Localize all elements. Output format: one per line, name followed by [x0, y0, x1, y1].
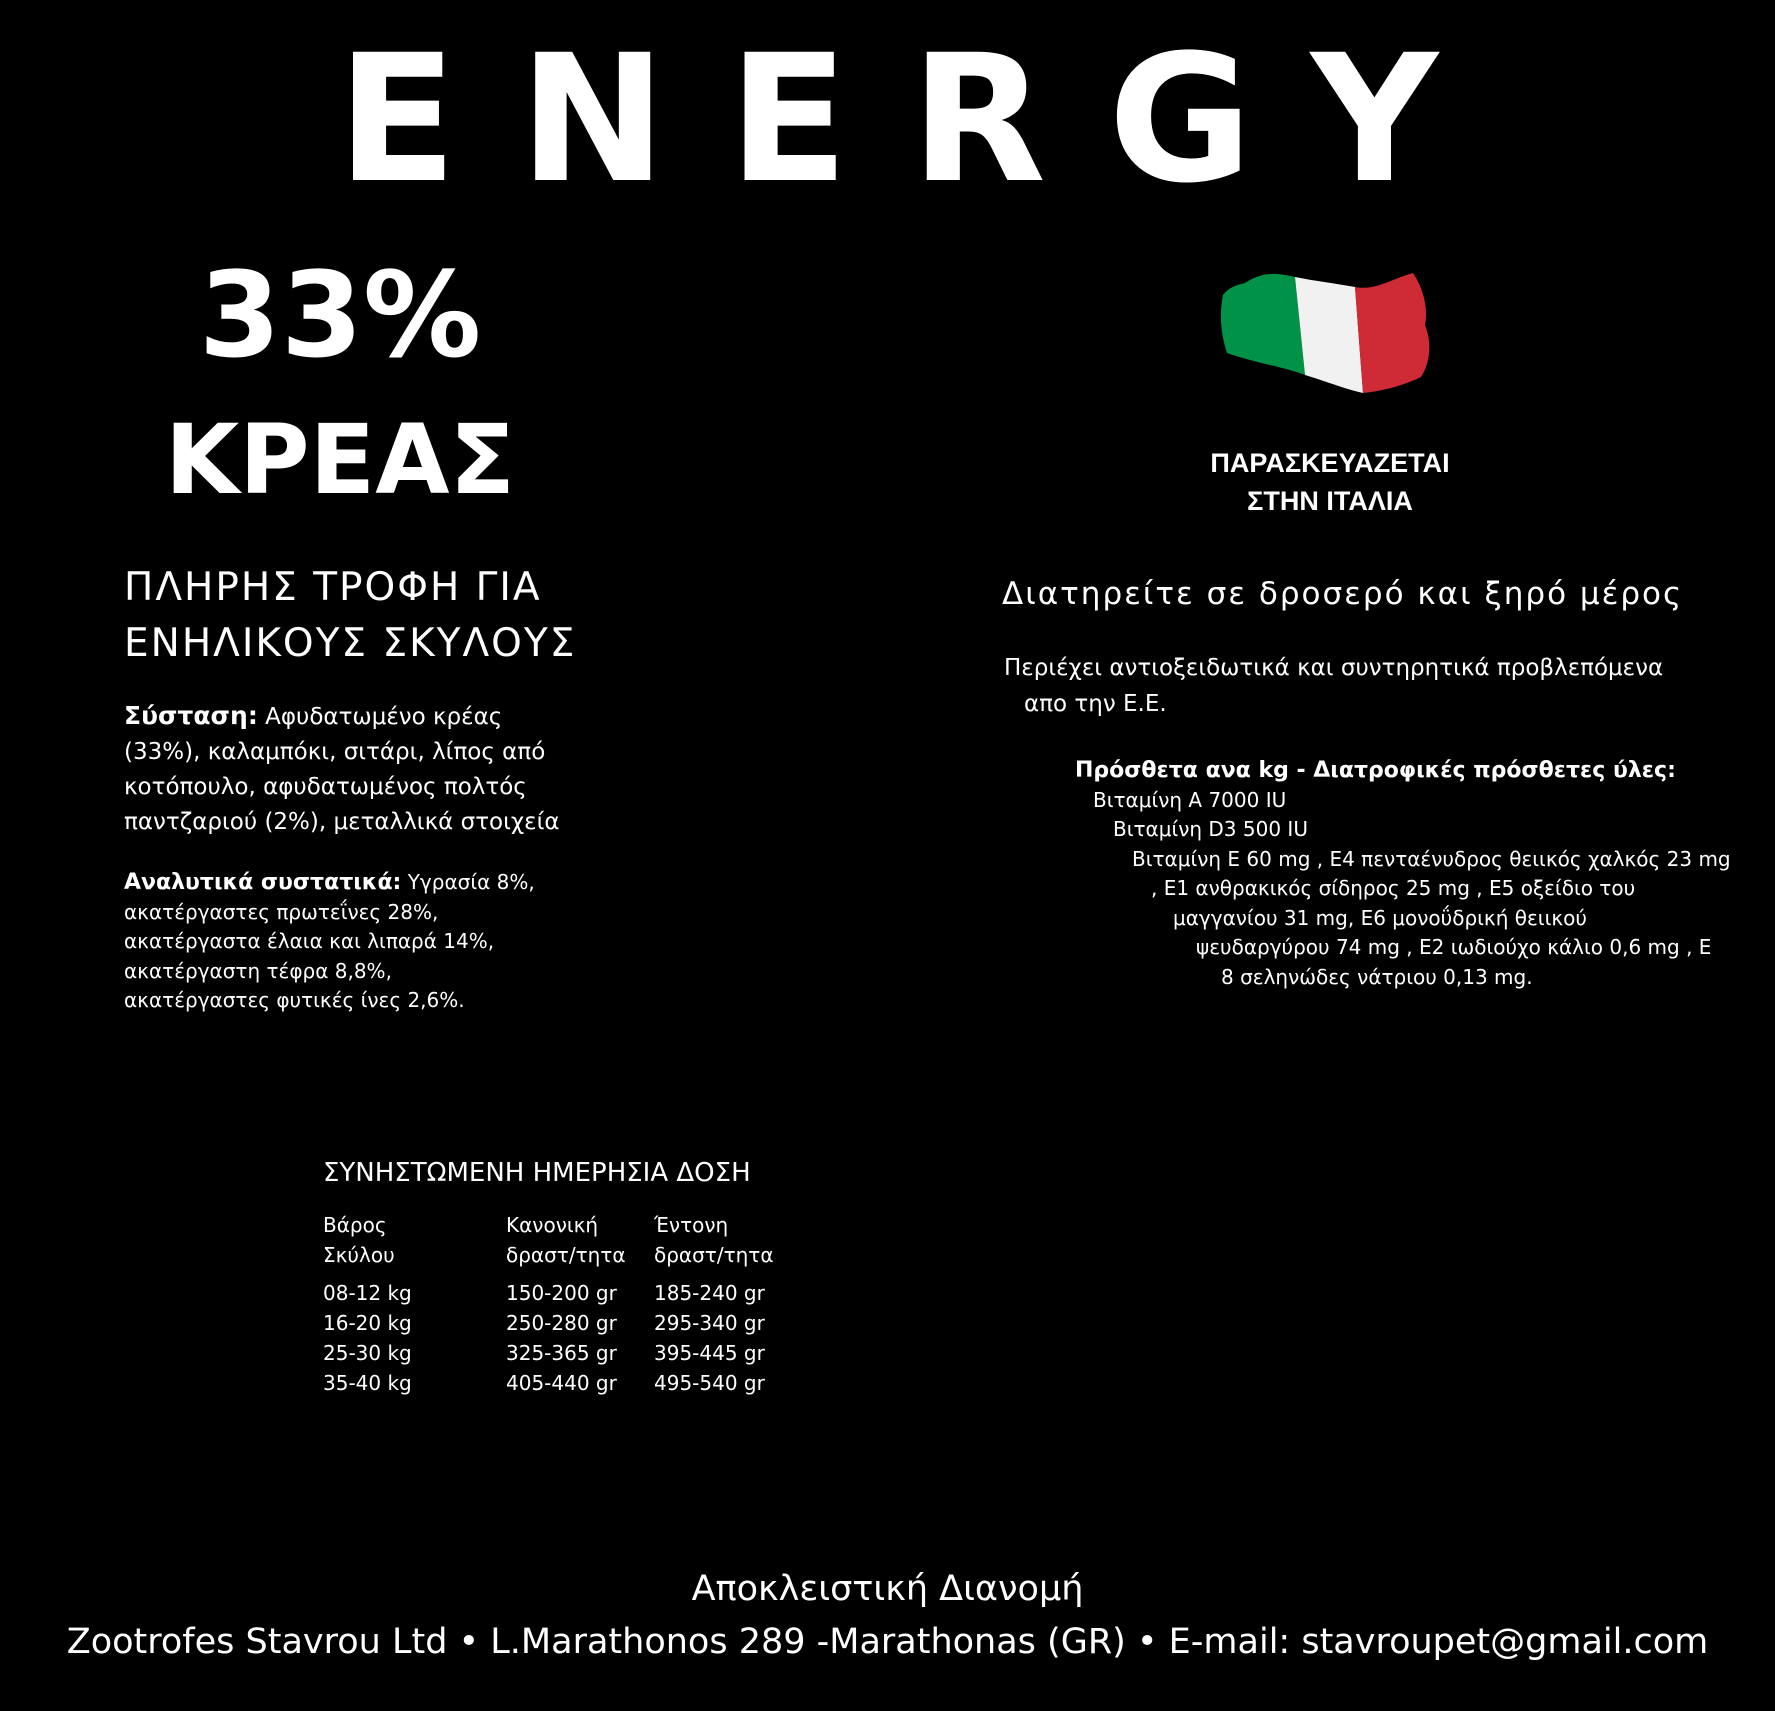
dose-cell: 25-30 kg — [323, 1341, 412, 1365]
dose-cell: 250-280 gr — [506, 1311, 617, 1335]
dose-cell: 405-440 gr — [506, 1371, 617, 1395]
meat-word: ΚΡΕΑΣ — [164, 404, 516, 516]
italy-flag-icon — [1215, 265, 1445, 410]
composition — [124, 698, 664, 840]
product-type-line-1: ΠΛΗΡΗΣ ΤΡΟΦΗ ΓΙΑ — [124, 565, 542, 610]
analytical-constituents — [124, 868, 664, 1016]
composition-line: Αφυδατωμένο κρέας — [257, 704, 503, 730]
nutrition-title: Πρόσθετα ανα kg - Διατροφικές πρόσθετες ύλες: — [1075, 758, 1676, 783]
analytical-line: ακατέργαστη τέφρα 8,8%, — [124, 958, 392, 983]
nutrition-line: , E1 ανθρακικός σίδηρος 25 mg , E5 οξείδιο του — [1151, 876, 1636, 900]
dose-header: Κανονική — [506, 1213, 599, 1237]
made-in-line-2: ΣΤΗΝ ΙΤΑΛΙΑ — [1247, 486, 1413, 516]
dose-header: Βάρος — [323, 1213, 387, 1237]
dose-cell: 495-540 gr — [654, 1371, 765, 1395]
dose-cell: 150-200 gr — [506, 1281, 617, 1305]
dose-header: Σκύλου — [323, 1243, 395, 1267]
additives-note-line-1: Περιέχει αντιοξειδωτικά και συντηρητικά προβλεπόμενα — [1004, 655, 1664, 681]
composition-label: Σύσταση: — [124, 701, 258, 730]
brand-title: ENERGY — [336, 17, 1501, 222]
composition-line: κοτόπουλο, αφυδατωμένος πολτός — [124, 774, 527, 800]
additives-note-line-2: απο την Ε.Ε. — [1024, 691, 1167, 717]
dose-header: Έντονη — [654, 1213, 729, 1237]
product-type-line-2: ΕΝΗΛΙΚΟΥΣ ΣΚΥΛΟΥΣ — [124, 621, 577, 666]
dose-cell: 08-12 kg — [323, 1281, 412, 1305]
analytical-line: ακατέργαστες φυτικές ίνες 2,6%. — [124, 988, 465, 1012]
analytical-line: Υγρασία 8%, — [401, 870, 535, 894]
dose-cell: 185-240 gr — [654, 1281, 765, 1305]
dose-cell: 295-340 gr — [654, 1311, 765, 1335]
dose-column-intense — [654, 1210, 804, 1398]
composition-line: (33%), καλαμπόκι, σιτάρι, λίπος από — [124, 739, 546, 765]
nutrition-line: Βιταμίνη E 60 mg , E4 πενταένυδρος θειικός χαλκός 23 mg — [1132, 846, 1731, 871]
made-in-line-1: ΠΑΡΑΣΚΕΥΑΖΕΤΑΙ — [1210, 448, 1450, 478]
meat-percentage: 33% — [198, 246, 482, 384]
dose-column-weight — [323, 1210, 493, 1398]
dose-cell: 325-365 gr — [506, 1341, 617, 1365]
nutrition-line: ψευδαργύρου 74 mg , E2 ιωδιούχο κάλιο 0,6 mg , E — [1196, 935, 1712, 959]
product-type — [124, 560, 744, 672]
nutrition-line: Βιταμίνη D3 500 IU — [1113, 817, 1308, 841]
dose-cell: 16-20 kg — [323, 1311, 412, 1335]
analytical-label: Αναλυτικά συστατικά: — [124, 870, 402, 895]
dose-header: δραστ/τητα — [506, 1243, 626, 1267]
distribution-label: Αποκλειστική Διανομή — [691, 1569, 1084, 1609]
analytical-line: ακατέργαστες πρωτεΐνες 28%, — [124, 899, 439, 924]
dose-header: δραστ/τητα — [654, 1243, 774, 1267]
daily-dose-title: ΣΥΝΗΣΤΩΜΕΝΗ ΗΜΕΡΗΣΙΑ ΔΟΣΗ — [323, 1158, 751, 1188]
dose-column-normal — [506, 1210, 646, 1398]
dose-cell: 395-445 gr — [654, 1341, 765, 1365]
nutrition-line: μαγγανίου 31 mg, E6 μονοΰδρική θειικού — [1173, 905, 1587, 930]
composition-line: παντζαριού (2%), μεταλλικά στοιχεία — [124, 809, 560, 835]
storage-instructions: Διατηρείτε σε δροσερό και ξηρό μέρος — [1002, 576, 1684, 612]
distribution-contact: Zootrofes Stavrou Ltd • L.Marathonos 289 -Marathonas (GR) • E-mail: stavroupet@gmail.com — [66, 1622, 1709, 1662]
analytical-line: ακατέργαστα έλαια και λιπαρά 14%, — [124, 929, 495, 953]
nutrition-line: 8 σεληνώδες νάτριου 0,13 mg. — [1221, 964, 1533, 989]
dose-cell: 35-40 kg — [323, 1371, 412, 1395]
nutritional-additives — [1075, 756, 1775, 992]
made-in-italy — [1155, 444, 1505, 520]
nutrition-line: Βιταμίνη A 7000 IU — [1093, 787, 1287, 812]
additives-note — [1004, 650, 1724, 722]
